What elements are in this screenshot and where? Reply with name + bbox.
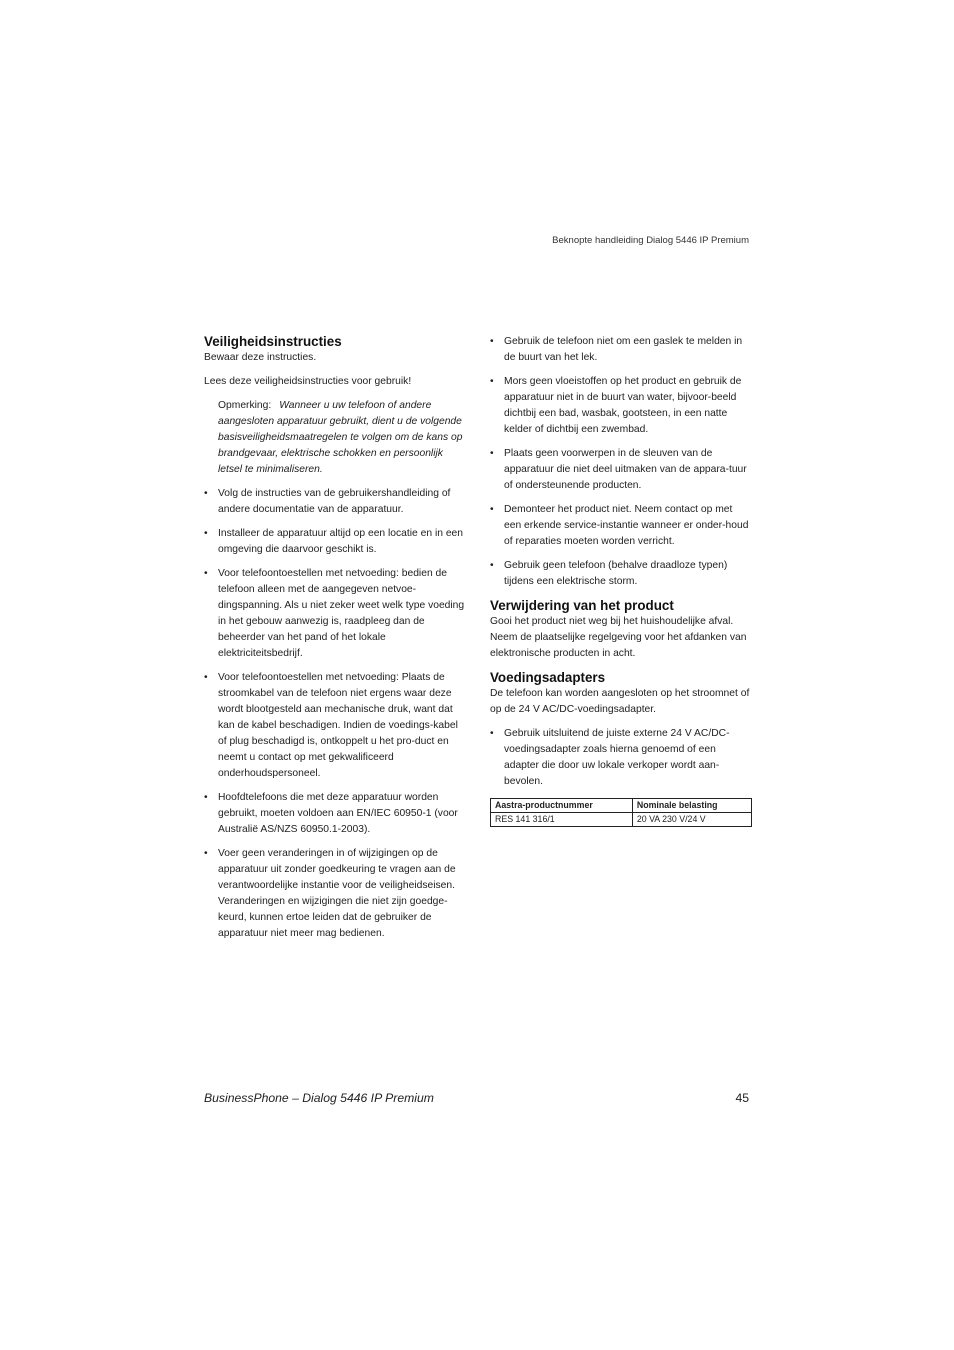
footer-title: BusinessPhone – Dialog 5446 IP Premium bbox=[204, 1091, 434, 1105]
list-item: • Volg de instructies van de gebruikershandleiding of andere documentatie van de apparatuur. bbox=[204, 486, 466, 518]
disposal-heading: Verwijdering van het product bbox=[490, 598, 674, 613]
table-header-cell: Aastra-productnummer bbox=[491, 799, 633, 813]
page-number: 45 bbox=[735, 1091, 749, 1105]
table-cell: RES 141 316/1 bbox=[491, 813, 633, 827]
adapters-list bbox=[490, 726, 752, 790]
list-item: • Installeer de apparatuur altijd op een locatie en in een omgeving die daarvoor geschikt is. bbox=[204, 526, 466, 558]
list-item: • Demonteer het product niet. Neem contact op met een erkende service-instantie wanneer er onder-houd of reparaties moeten worden verricht. bbox=[490, 502, 752, 550]
right-column bbox=[490, 334, 752, 827]
adapter-table bbox=[490, 798, 752, 827]
note-label: Opmerking: bbox=[218, 400, 272, 411]
list-item: • Gebruik de telefoon niet om een gaslek te melden in de buurt van het lek. bbox=[490, 334, 752, 366]
list-item: • Gebruik uitsluitend de juiste externe 24 V AC/DC-voedingsadapter zoals hierna genoemd of een adapter die door uw lokale verkoper wordt aan-bevolen. bbox=[490, 726, 752, 790]
list-item: • Voor telefoontoestellen met netvoeding: Plaats de stroomkabel van de telefoon niet ergens waar deze wordt blootgesteld aan mechanische druk, want dat kan de kabel beschadigen. Indien de voedings-kabel of plug beschadigd is, ontkoppelt u het pro-duct en neemt u contact op met gekwalificeerd onderhoudspersoneel. bbox=[204, 670, 466, 782]
left-column bbox=[204, 334, 466, 950]
table-cell: 20 VA 230 V/24 V bbox=[632, 813, 751, 827]
safety-list bbox=[204, 486, 466, 942]
list-item: • Voer geen veranderingen in of wijzigingen op de apparatuur uit zonder goedkeuring te vragen aan de verantwoordelijke instantie voor de veiligheidseisen. Veranderingen en wijzigingen die niet zijn goedge-keurd, kunnen ertoe leiden dat de gebruiker de apparatuur niet meer mag bedienen. bbox=[204, 846, 466, 942]
list-item: • Gebruik geen telefoon (behalve draadloze typen) tijdens een elektrische storm. bbox=[490, 558, 752, 590]
adapters-heading: Voedingsadapters bbox=[490, 670, 606, 685]
disposal-text: Gooi het product niet weg bij het huishoudelijke afval. Neem de plaatselijke regelgeving voor het afdanken van elektronische producten in acht. bbox=[490, 616, 747, 659]
list-item: • Mors geen vloeistoffen op het product en gebruik de apparatuur niet in de buurt van water, bijvoor-beeld dichtbij een bad, wasbak, gootsteen, in een natte kelder of dichtbij een zwembad. bbox=[490, 374, 752, 438]
note-text: Wanneer u uw telefoon of andere aangesloten apparatuur gebruikt, dient u de volgende basisveiligheidsmaatregelen te volgen om de kans op brandgevaar, elektrische schokken en persoonlijk letsel te minimaliseren. bbox=[218, 400, 463, 475]
safety-heading: Veiligheidsinstructies bbox=[204, 334, 342, 349]
intro-read-instructions: Lees deze veiligheidsinstructies voor gebruik! bbox=[204, 376, 412, 387]
adapters-text: De telefoon kan worden aangesloten op het stroomnet of op de 24 V AC/DC-voedingsadapter. bbox=[490, 688, 750, 715]
table-header-row bbox=[491, 799, 752, 813]
table-row bbox=[491, 813, 752, 827]
list-item: • Plaats geen voorwerpen in de sleuven van de apparatuur die niet deel uitmaken van de appara-tuur of ondersteunende producten. bbox=[490, 446, 752, 494]
running-header: Beknopte handleiding Dialog 5446 IP Premium bbox=[552, 235, 749, 246]
list-item: • Voor telefoontoestellen met netvoeding: bedien de telefoon alleen met de aangegeven netvoe-dingspanning. Als u niet zeker weet welk type voeding in het gebouw aanwezig is, raadpleeg dan de beheerder van het pand of het lokale elektriciteitsbedrijf. bbox=[204, 566, 466, 662]
safety-list-continued bbox=[490, 334, 752, 590]
safety-note bbox=[218, 398, 466, 478]
table-header-cell: Nominale belasting bbox=[632, 799, 751, 813]
list-item: • Hoofdtelefoons die met deze apparatuur worden gebruikt, moeten voldoen aan EN/IEC 60950-1 (voor Australië AS/NZS 60950.1-2003). bbox=[204, 790, 466, 838]
intro-keep-instructions: Bewaar deze instructies. bbox=[204, 352, 317, 363]
